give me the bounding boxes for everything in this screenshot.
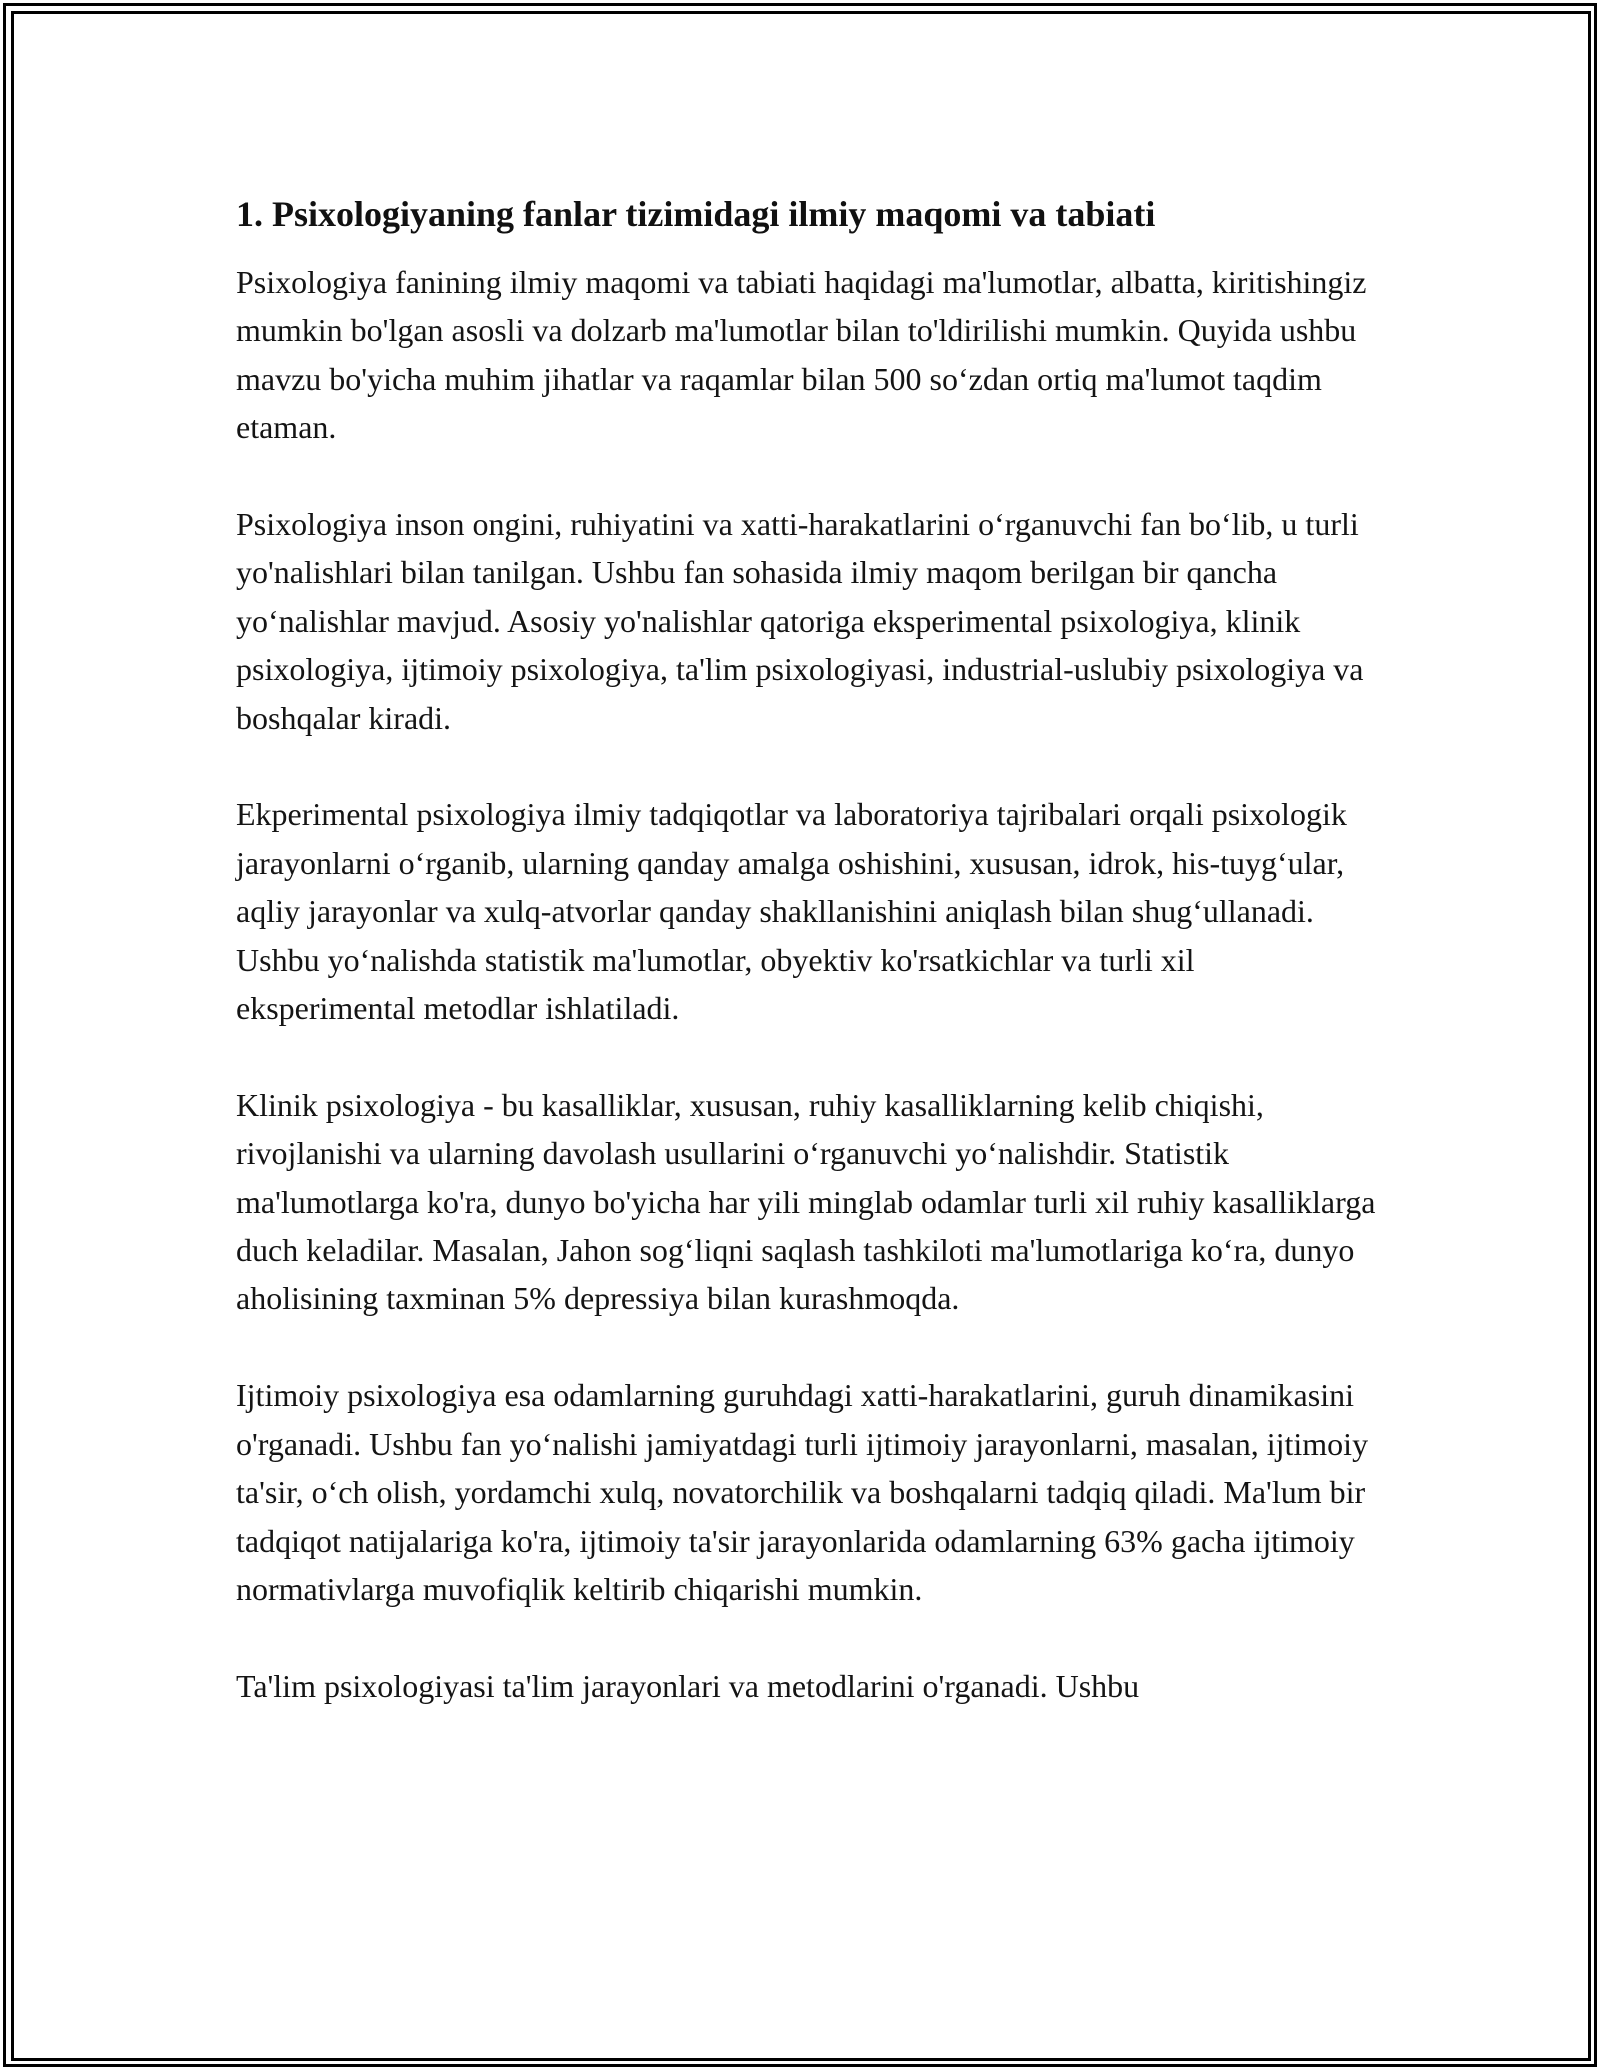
- paragraph-experimental-psychology: Ekperimental psixologiya ilmiy tadqiqotlar va laboratoriya tajribalari orqali psixologik jarayonlarni o‘rganib, ularning qanday amalga oshishini, xususan, idrok, his-tuyg‘ular, aqliy jarayonlar va xulq-atvorlar qanday shakllanishini aniqlash bilan shug‘ullanadi. Ushbu yo‘nalishda statistik ma'lumotlar, obyektiv ko'rsatkichlar va turli xil eksperimental metodlar ishlatiladi.: [236, 796, 1347, 1027]
- paragraph-psychology-overview: Psixologiya inson ongini, ruhiyatini va xatti-harakatlarini o‘rganuvchi fan bo‘lib, u turli yo'nalishlari bilan tanilgan. Ushbu fan sohasida ilmiy maqom berilgan bir qancha yo‘nalishlar mavjud. Asosiy yo'nalishlar qatoriga eksperimental psixologiya, klinik psixologiya, ijtimoiy psixologiya, ta'lim psixologiyasi, industrial-uslubiy psixologiya va boshqalar kiradi.: [236, 506, 1364, 736]
- paragraph-intro: Psixologiya fanining ilmiy maqomi va tabiati haqidagi ma'lumotlar, albatta, kiritishingiz mumkin bo'lgan asosli va dolzarb ma'lumotlar bilan to'ldirilishi mumkin. Quyida ushbu mavzu bo'yicha muhim jihatlar va raqamlar bilan 500 so‘zdan ortiq ma'lumot taqdim etaman.: [236, 264, 1367, 446]
- paragraph-social-psychology: Ijtimoiy psixologiya esa odamlarning guruhdagi xatti-harakatlarini, guruh dinamikasini o'rganadi. Ushbu fan yo‘nalishi jamiyatdagi turli ijtimoiy jarayonlarni, masalan, ijtimoiy ta'sir, o‘ch olish, yordamchi xulq, novatorchilik va boshqalarni tadqiq qiladi. Ma'lum bir tadqiqot natijalariga ko'ra, ijtimoiy ta'sir jarayonlarida odamlarning 63% gacha ijtimoiy normativlarga muvofiqlik keltirib chiqarishi mumkin.: [236, 1377, 1369, 1607]
- paragraph-clinical-psychology: Klinik psixologiya - bu kasalliklar, xususan, ruhiy kasalliklarning kelib chiqishi, rivojlanishi va ularning davolash usullarini o‘rganuvchi yo‘nalishdir. Statistik ma'lumotlarga ko'ra, dunyo bo'yicha har yili minglab odamlar turli xil ruhiy kasalliklarga duch keladilar. Masalan, Jahon sog‘liqni saqlash tashkiloti ma'lumotlariga ko‘ra, dunyo aholisining taxminan 5% depressiya bilan kurashmoqda.: [236, 1086, 1376, 1317]
- paragraph-educational-psychology: Ta'lim psixologiyasi ta'lim jarayonlari va metodlarini o'rganadi. Ushbu: [236, 1667, 1140, 1704]
- section-heading: 1. Psixologiyaning fanlar tizimidagi ilmiy maqomi va tabiati: [236, 194, 1156, 234]
- document-body: [236, 190, 1376, 1710]
